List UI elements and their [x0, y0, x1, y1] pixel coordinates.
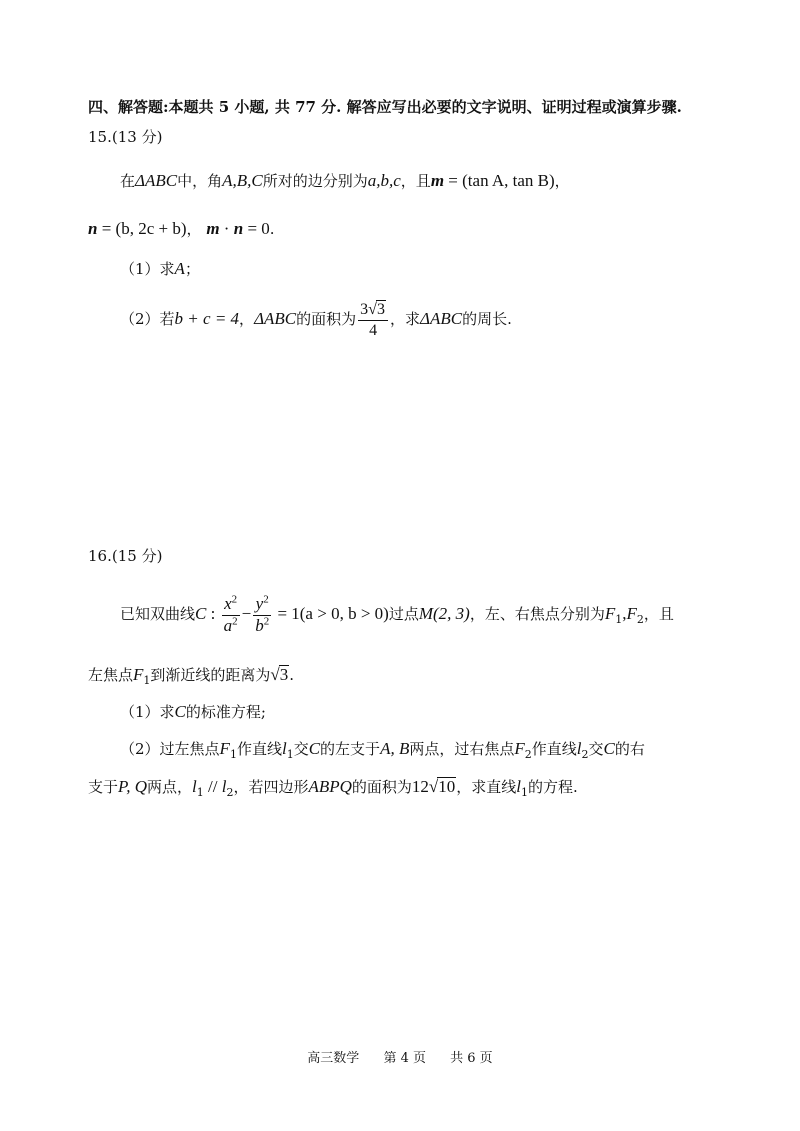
q15-part2-triangle: ΔABC [254, 309, 297, 328]
q16-text: 支于 [88, 778, 119, 796]
q16-b: b [255, 615, 264, 635]
q16-points-pq: P, Q [118, 777, 147, 796]
q16-curve-ref2: C [603, 739, 615, 758]
q16-area-coef: 12 [411, 777, 429, 796]
q15-sides: a,b,c [367, 171, 401, 190]
q16-part1 [120, 701, 266, 723]
q16-text: 到渐近线的距离为 [150, 666, 271, 684]
q15-text: ，且 [400, 172, 431, 190]
q16-stem-line2: 左焦点$F_1$到渐近线的距离为√3. [88, 665, 295, 687]
section-title: 四、解答题:本题共 5 小题, 共 77 分. 解答应写出必要的文字说明、证明过程或演算步骤. [88, 98, 682, 116]
q15-dot-n: n [233, 219, 244, 238]
q16-text: 交 [293, 740, 309, 758]
q15-text: 的面积为 [296, 310, 357, 328]
q16-text: 过点 [388, 605, 419, 623]
q16-text: 的方程. [528, 778, 578, 796]
q15-area-fraction [358, 300, 388, 341]
footer-subject: 高三数学 [307, 1051, 360, 1066]
q15-area-coef: 3 [360, 300, 369, 318]
q16-text: 的标准方程; [185, 703, 266, 721]
q16-a: a [223, 615, 233, 635]
q15-stem-line2 [88, 218, 275, 240]
q16-colon: : [206, 604, 220, 623]
q16-part2-line1: （2）过左焦点$F_1$作直线$l_1$交C的左支于A, B两点，过右焦点$F_2$作直线$l_2$交C的右 [120, 739, 645, 761]
q16-text: 作直线 [236, 740, 282, 758]
q15-text: ， [554, 172, 570, 190]
q15-part2 [120, 296, 512, 342]
q15-part2-cond: b + c = 4 [174, 309, 240, 328]
q15-part2-triangle2: ΔABC [419, 309, 463, 328]
q15-text: ， [239, 310, 255, 328]
q16-dist-sqrt: √3 [270, 665, 289, 684]
q15-n-expr: = (b, 2c + b) [97, 219, 187, 238]
q15-stem-line1 [120, 170, 570, 192]
q16-curve: C [195, 604, 207, 623]
q15-text: . [269, 220, 275, 238]
q15-dot-m: m [206, 219, 220, 238]
q16-text: ，若四边形 [233, 778, 309, 796]
q16-parallel: // [203, 777, 222, 796]
q16-y: y [255, 593, 264, 613]
q16-foci-f1: F [604, 604, 616, 623]
q16-area-sqrt: √10 [428, 777, 456, 796]
q16-text: 两点，过右焦点 [409, 740, 515, 758]
q15-text: 在 [120, 172, 136, 190]
q15-dot-expr: = 0 [243, 219, 270, 238]
q15-text: ，求 [389, 310, 420, 328]
q16-x-fraction: $\frac{x^2}{a^2}$ [223, 593, 238, 635]
q15-area-sqrt: √3 [368, 300, 385, 318]
q16-text: （2）过左焦点 [120, 740, 220, 758]
q15-part1-var: A [174, 259, 185, 278]
q16-x: x [224, 593, 232, 613]
q16-text: 交 [588, 740, 604, 758]
footer-total: 共 6 页 [450, 1051, 493, 1066]
q15-text: 所对的边分别为 [262, 172, 368, 190]
q16-text: 已知双曲线 [120, 605, 196, 623]
q15-angles: A,B,C [222, 171, 263, 190]
q15-text: 的周长. [462, 310, 512, 328]
q16-number: 16. [88, 547, 112, 565]
q16-quadrilateral: ABPQ [308, 777, 352, 796]
q15-part1 [120, 258, 200, 280]
q16-curve-ref: C [308, 739, 321, 758]
q16-line-l1: l [192, 777, 197, 796]
q15-header [88, 126, 162, 148]
q15-text: 中，角 [177, 172, 223, 190]
q16-points-ab: A, B [380, 739, 410, 758]
q16-header [88, 545, 162, 567]
q16-points: (15 分) [111, 547, 163, 565]
q15-part2-label: （2）若 [120, 310, 175, 328]
q16-text: 两点， [147, 778, 193, 796]
q16-text: ，且 [643, 605, 674, 623]
q16-text: ，左、右焦点分别为 [469, 605, 605, 623]
q15-m-expr: = (tan A, tan B) [444, 171, 555, 190]
q15-triangle: ΔABC [135, 171, 178, 190]
q15-vector-m: m [430, 171, 445, 190]
q16-stem-line1: 已知双曲线C : $\frac{x^2}{a^2}$ − $\frac{y^2}{b^2}$ = 1(a > 0, b > 0)过点M(2, 3)，左、右焦点分别为$F_1,F_2$，且 [120, 593, 674, 635]
q16-text: 的左支于 [320, 740, 381, 758]
q15-number: 15. [88, 128, 112, 146]
q16-text: ，求直线 [456, 778, 517, 796]
q16-point: M(2, 3) [418, 604, 470, 623]
q16-area-radicand: 10 [438, 777, 456, 796]
q15-dot-op: · [219, 219, 234, 238]
q15-points: (13 分) [111, 128, 163, 146]
q16-part2-line2: 支于P, Q两点，$l_1 // l_2$，若四边形ABPQ的面积为12√10，求直线$l_1$的方程. [88, 777, 578, 799]
q16-dist-radicand: 3 [279, 665, 289, 684]
footer-page: 第 4 页 [383, 1051, 426, 1066]
q16-y-fraction: $\frac{y^2}{b^2}$ [255, 593, 270, 635]
q16-eq-rest: = 1(a > 0, b > 0) [273, 604, 389, 623]
q15-text: ； [184, 260, 200, 278]
q16-f1: F [133, 665, 144, 684]
q15-area-denominator: 4 [369, 321, 378, 339]
q16-text: 的右 [614, 740, 645, 758]
page-footer [0, 1047, 800, 1066]
q16-part1-label: （1）求 [120, 703, 175, 721]
q15-text: ， [186, 220, 202, 238]
q16-text: . [289, 666, 295, 684]
q15-part1-label: （1）求 [120, 260, 175, 278]
q16-text: 的面积为 [351, 778, 412, 796]
q16-part1-var: C [174, 702, 186, 721]
q15-area-radicand: 3 [376, 300, 385, 318]
q15-vector-n: n [88, 219, 98, 238]
q16-text: 作直线 [531, 740, 577, 758]
q16-text: 左焦点 [88, 666, 134, 684]
